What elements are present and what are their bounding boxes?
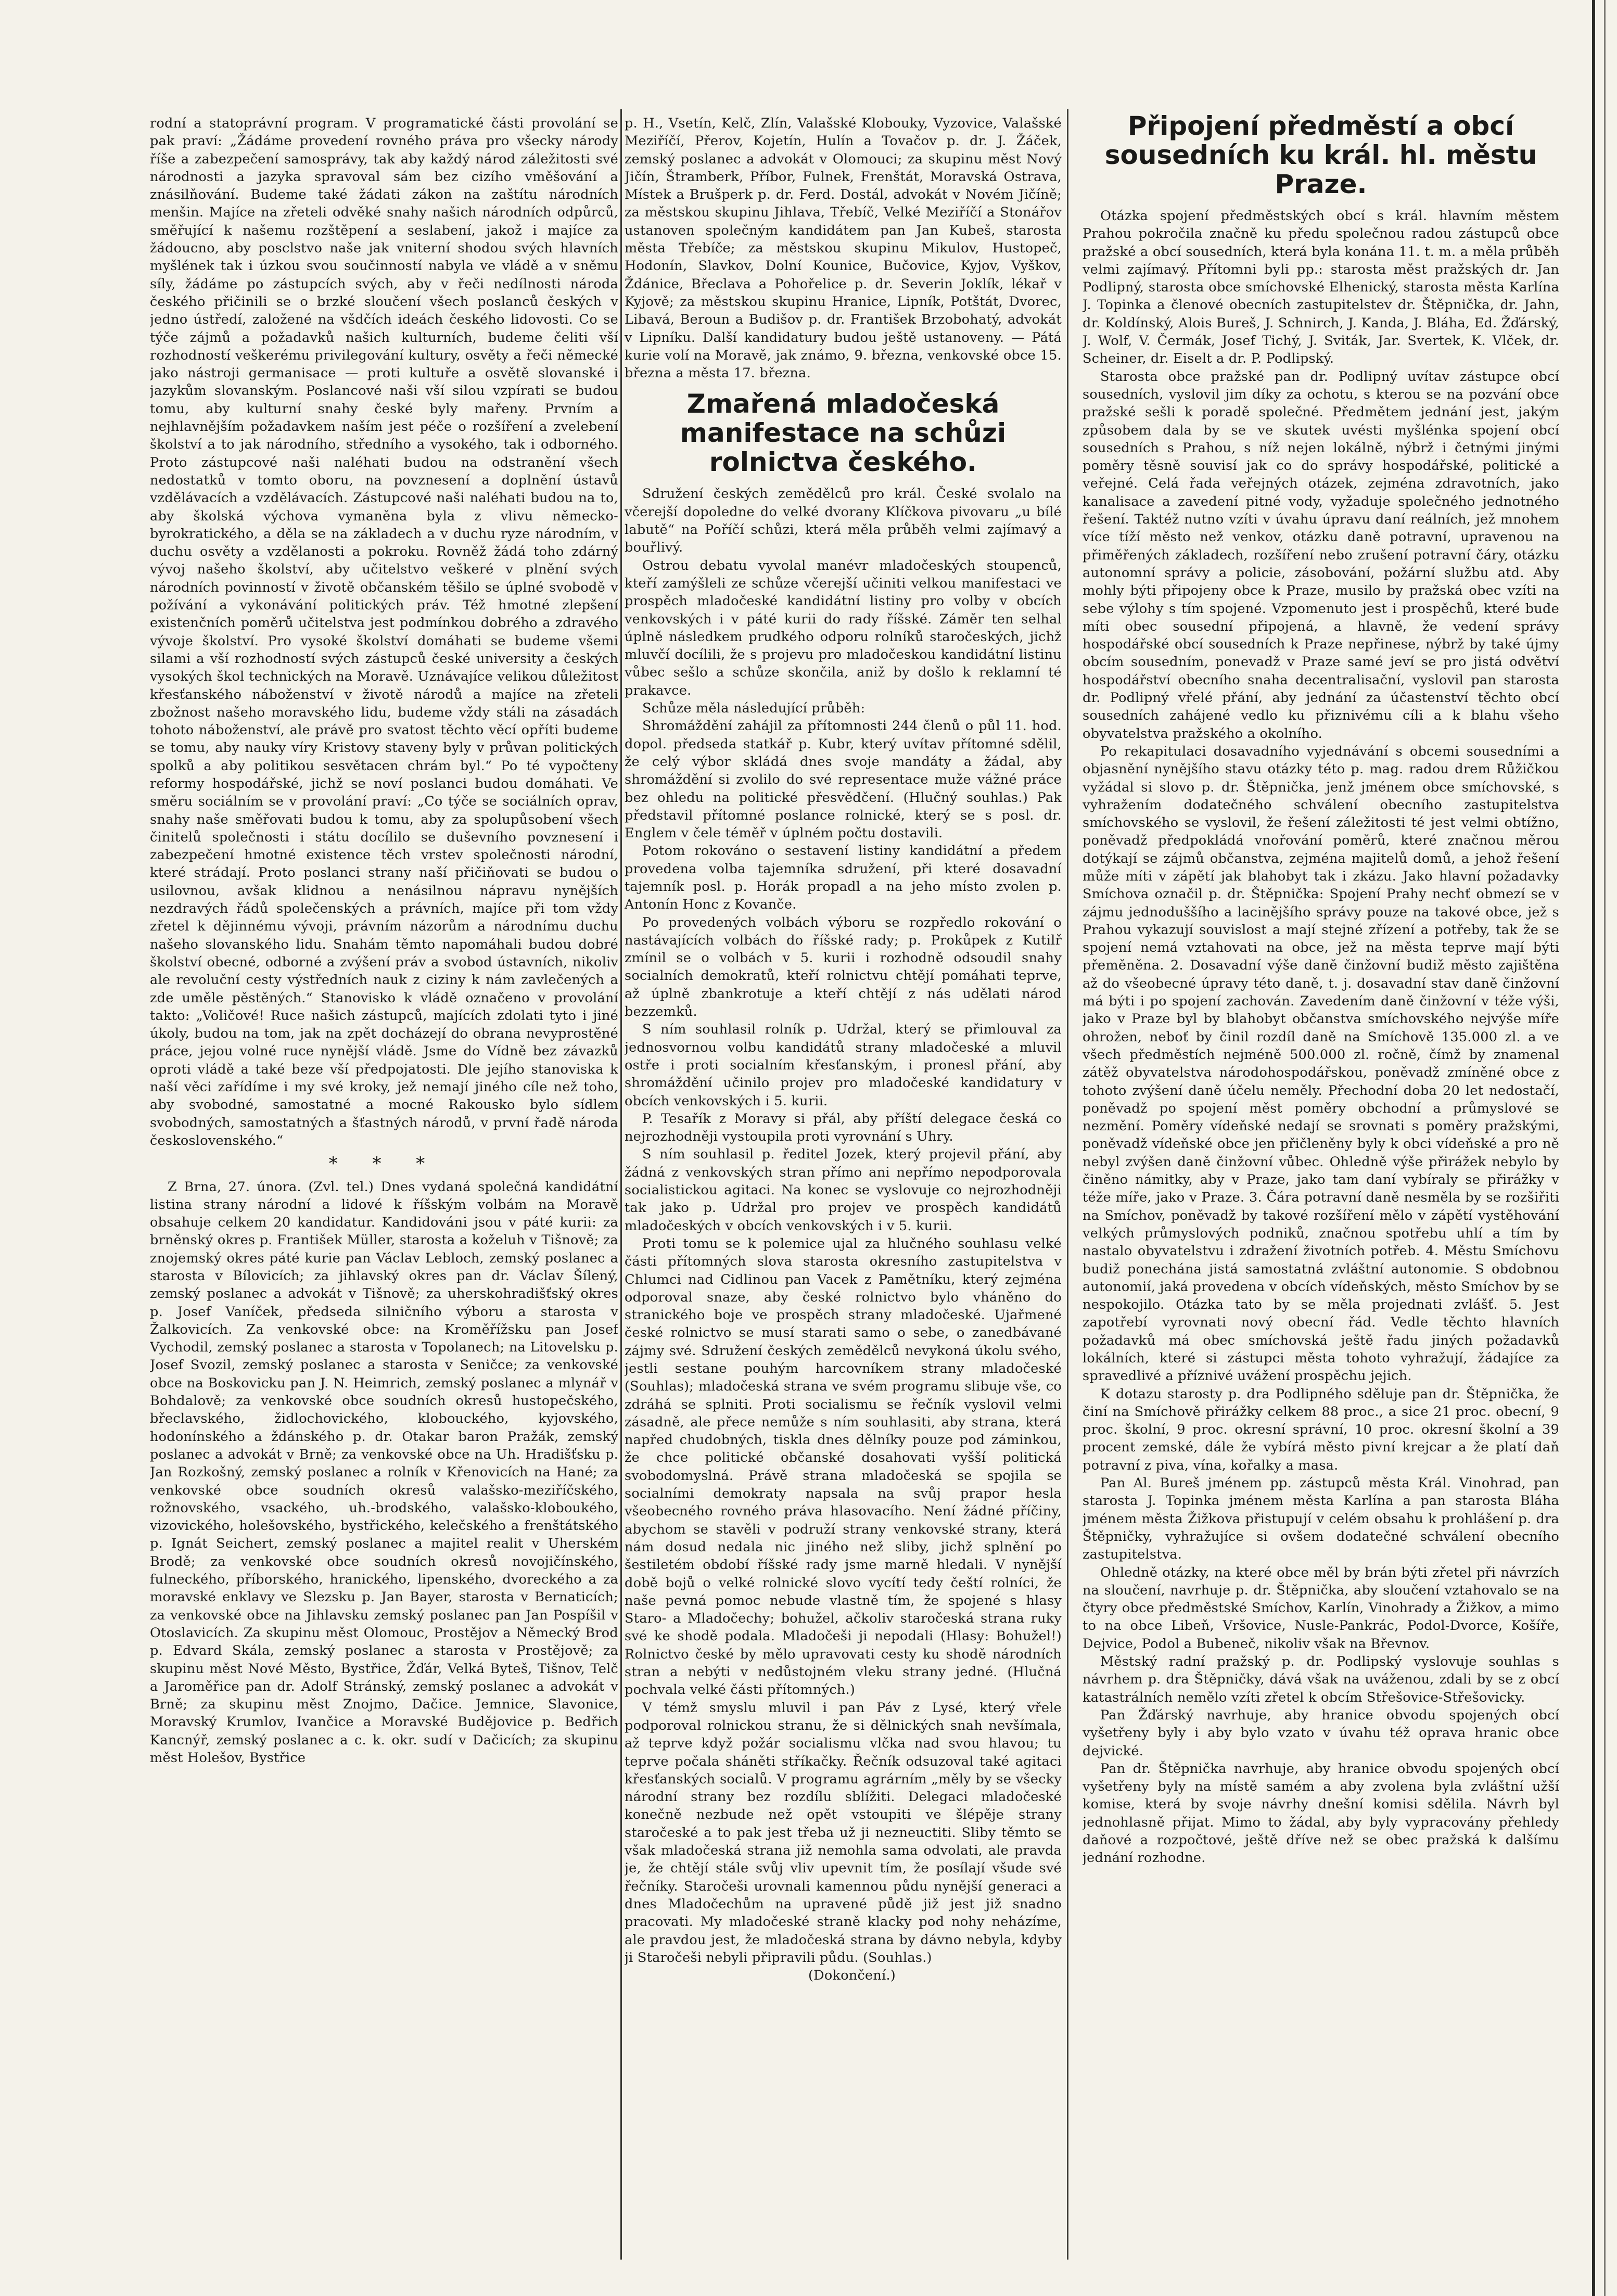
paragraph: Schůze měla následující průběh: xyxy=(642,700,865,717)
paragraph: Sdružení českých zemědělců pro král. České svolalo na včerejší dopoledne do velké dvorany Klíčkova pivovaru „u bílé labutě“ na Poříčí schůzi, která měla průběh velmi zajímavý a bouřlivý. xyxy=(625,486,1062,556)
brno-report: Z Brna, 27. února. (Zvl. tel.) Dnes vydaná společná kandidátní listina strany národní a lidové k říšským volbám na Moravě obsahuje celkem 20 kandidatur. Kandidováni jsou v páté kurii: za brněnský okres p. František Müller, starosta a koželuh v Tišnově; za znojemský okres páté kurie pan Václav Lebloch, zemský poslanec a starosta v Bílovicích; za jihlavský okres pan dr. Václav Šílený, zemský poslanec a advokát v Tišnově; za uherskohradišťský okres p. Josef Vaníček, předseda silničního výboru a starosta v Žalkovicích. Za venkovské obce: na Kroměřížsku pan Josef Vychodil, zemský poslanec a starosta v Topolanech; na Litovelsku p. Josef Svozil, zemský poslanec a starosta v Seničce; za venkovské obce na Boskovicku pan J. N. Heimrich, zemský poslanec a mlynář v Bohdalově; za venkovské obce soudních okresů hustopečského, břeclavského, židlochovického, klobouckého, kyjovského, hodonínského a ždánského p. dr. Otakar baron Pražák, zemský poslanec a advokát v Brně; za venkovské obce na Uh. Hradišťsku p. Jan Rozkošný, zemský poslanec a rolník v Křenovicích na Hané; za venkovské obce soudních okresů valašsko-meziříčského, rožnovského, vsackého, uh.-brodského, valašsko-kloboukého, vizovického, holešovského, bystřického, kelečského a frenštátského p. Ignát Seichert, zemský poslanec a majitel realit v Uherském Brodě; za venkovské obce soudních okresů novojičínského, fulneckého, příborského, hranického, lipenského, dvoreckého a za moravské enklavy ve Slezsku p. Jan Bayer, starosta v Bernaticích; za venkovské obce na Jihlavsku zemský poslanec pan Jan Pospíšil v Otoslavicích. Za skupinu měst Olomouc, Prostějov a Německý Brod p. Edvard Skála, zemský poslanec a starosta v Prostějově; za skupinu měst Nové Město, Bystřice, Žďár, Velká Byteš, Tišnov, Telč a Jaroměřice pan dr. Adolf Stránský, zemský poslanec a advokát v Brně; za skupinu měst Znojmo, Dačice. Jemnice, Slavonice, Moravský Krumlov, Ivančice a Moravské Budějovice p. Bedřich Kancnýř, zemský poslanec a c. k. okr. sudí v Dačicích; za skupinu měst Holešov, Bystřice xyxy=(150,1179,618,1766)
paragraph: Po provedených volbách výboru se rozpředlo rokování o nastávajících volbách do říšské rady; p. Prokůpek z Kutilř zmínil se o volbách v 5. kurii i rozhodně odsoudil snahy socialních demokratů, kteří rolnictvu chtějí pomáhati teprve, až úplně zbankrotuje a kteří chtějí z nás udělati národ bezzemků. xyxy=(625,914,1062,1020)
paragraph: Ostrou debatu vyvolal manévr mladočeských stoupenců, kteří zamýšleli ze schůze včerejší učiniti velkou manifestaci ve prospěch mladočeské kandidátní listiny pro volby v obcích venkovských i v páté kurii do rady říšské. Záměr ten selhal úplně následkem prudkého odporu rolníků staročeských, jichž mluvčí docílili, že s projevu pro mladočeskou kandidátní listinu vůbec sešlo a schůze skončila, aniž by došlo k reklamní té prakavce. xyxy=(625,557,1062,698)
headline: Zmařená mladočeská manifestace na schůzi rolnictva českého. xyxy=(680,389,1007,478)
section-separator: * * * xyxy=(328,1153,440,1175)
column-3 xyxy=(1083,114,1559,2265)
paragraph: S ním souhlasil p. ředitel Jozek, který projevil přání, aby žádná z venkovských stran přímo ani nepřímo nepodporovala socialistickou agitaci. Na konec se vyslovuje co nejrozhodněji tak jako p. Udržal pro projev ve prospěch kandidátů mladočeských v obcích venkovských i v 5. kurii. xyxy=(625,1146,1062,1234)
column-rule-2 xyxy=(1067,109,1068,2260)
scan-edge-right xyxy=(1592,0,1595,2296)
column-2 xyxy=(625,114,1062,2265)
paragraph: Otázka spojení předměstských obcí s král. hlavním městem Prahou pokročila značně ku předu společnou radou zástupců obce pražské a obcí sousedních, která byla konána 11. t. m. a měla průběh velmi zajímavý. Přítomni byli pp.: starosta měst pražských dr. Jan Podlipný, starosta obce smíchovské Elhenický, starosta města Karlína J. Topinka a členové obecních zastupitelstev dr. Štěpnička, dr. Jahn, dr. Koldínský, Alois Bureš, J. Schnirch, J. Kanda, J. Bláha, Ed. Žďárský, J. Wolf, V. Čermák, Josef Tichý, J. Sviták, Jar. Svertek, K. Vlček, dr. Scheiner, dr. Eiselt a dr. P. Podlipský. xyxy=(1083,208,1559,367)
paragraph: Proti tomu se k polemice ujal za hlučného souhlasu velké části přítomných slova starosta okresního zastupitelstva v Chlumci nad Cidlinou pan Vacek z Pamětníku, který zejména odporoval snaze, aby české rolnictvo bylo vháněno do stranického boje ve prospěch strany mladočeské. Ujařmené české rolnictvo se musí starati samo o sebe, o zanedbávané zájmy své. Sdružení českých zemědělců nevykoná úkolu svého, jestli sestane pouhým harcovníkem strany mladočeské (Souhlas); mladočeská strana ve svém programu slibuje vše, co zdráhá se splniti. Proti socialismu se řečník vyslovil velmi zásadně, ale přece nemůže s ním souhlasiti, aby strana, která napřed chudobných, tiskla dnes dělníky pouze pod záminkou, že chce politické občanské dosahovati vyšší politická svobodomyslná. Právě strana mladočeská se spojila se socialními demokraty napsala na svůj prapor hesla všeobecného rovného práva hlasovacího. Není žádné příčiny, abychom se stavěli v podruží strany venkovské strany, která nám dosud nedala nic jiného než sliby, jichž splnění po šestiletém období říšské rady jsme marně hledali. V nynější době bojů o velké rolnické slovo vycítí tedy čeští rolníci, že naše pevná pomoc nebude vlastně tím, že spojené s hlasy Staro- a Mladočechy; bohužel, ačkoliv staročeská strana ruky své ke shodě podala. Mladočeši ji nepodali (Hlasy: Bohužel!) Rolnictvo české by mělo upravovati cesty ku shodě národních stran a nebýti v nedůstojném vleku strany jedné. (Hlučná pochvala velké části přítomných.) xyxy=(625,1235,1062,1698)
headline: Připojení předměstí a obcí sousedních ku král. hl. městu Praze. xyxy=(1104,114,1537,199)
paragraph: S ním souhlasil rolník p. Udržal, který se přimlouval za jednosvornou volbu kandidátů strany mladočeské a mluvil ostře i proti socialním křesťanským, i pronesl přání, aby shromáždění učinilo projev pro mladočeské kandidatury v obcích venkovských i 5. kurii. xyxy=(625,1022,1062,1109)
paragraph: Ohledně otázky, na které obce měl by brán býti zřetel při návrzích na sloučení, navrhuje p. dr. Štěpnička, aby sloučení vztahovalo se na čtyry obce předměstské Smíchov, Karlín, Vinohrady a Žižkov, a mimo to na obce Libeň, Vršovice, Nusle-Pankrác, Podol-Dvorce, Košíře, Dejvice, Podol a Bubeneč, nikoliv však na Břevnov. xyxy=(1083,1564,1559,1652)
paragraph: Městský radní pražský p. dr. Podlipský vyslovuje souhlas s návrhem p. dra Štěpničky, dává však na uváženou, zdali by se z obcí katastrálních nemělo vzíti zřetel k obcím Střešovice-Střešovicky. xyxy=(1083,1654,1559,1705)
continued-note: (Dokončení.) xyxy=(808,1968,896,1984)
column-1 xyxy=(150,114,618,2265)
column-rule-1 xyxy=(620,109,622,2260)
paragraph: Shromáždění zahájil za přítomnosti 244 členů o půl 11. hod. dopol. předseda statkář p. Kubr, který uvítav přítomné sdělil, že celý výbor skládá dnes svoje mandáty a žádal, aby shromáždění si zvolilo do své representace muže vážné práce bez ohledu na politické přesvědčení. (Hlučný souhlas.) Pak představil přítomné poslance rolnické, který se s posl. dr. Englem v čele téměř v úplném počtu dostavili. xyxy=(625,718,1062,841)
paragraph: K dotazu starosty p. dra Podlipného sděluje pan dr. Štěpnička, že činí na Smíchově přirážky celkem 88 proc., a sice 21 proc. obecní, 9 proc. školní, 9 proc. okresní správní, 10 proc. okresní školní a 39 procent zemské, dále že vybírá město pivní krejcar a že platí daň potravní z piva, vína, kořalky a masa. xyxy=(1083,1386,1559,1473)
article-text: p. H., Vsetín, Kelč, Zlín, Valašské Klobouky, Vyzovice, Valašské Meziříčí, Přerov, Kojetín, Hulín a Tovačov p. dr. J. Žáček, zemský poslanec a advokát v Olomouci; za skupinu měst Nový Jičín, Štramberk, Příbor, Fulnek, Frenštát, Moravská Ostrava, Místek a Brušperk p. dr. Ferd. Dostál, advokát v Novém Jičíně; za městskou skupinu Jihlava, Třebíč, Velké Meziříčí a Stonářov ustanoven společným kandidátem pan Jan Kubeš, starosta města Třebíče; za městskou skupinu Mikulov, Hustopeč, Hodonín, Slavkov, Dolní Kounice, Bučovice, Kyjov, Vyškov, Ždánice, Břeclava a Pohořelice p. dr. Severin Joklík, lékař v Kyjově; za městskou skupinu Hranice, Lipník, Potštát, Dvorec, Libavá, Beroun a Budišov p. dr. František Brzobohatý, advokát v Lipníku. Další kandidatury budou ještě ustanoveny. — Pátá kurie volí na Moravě, jak známo, 9. března, venkovské obce 15. března a města 17. března. xyxy=(625,116,1062,381)
paragraph: V témž smyslu mluvil i pan Páv z Lysé, který vřele podporoval rolnickou stranu, že si dělnických snah nevšímala, až teprve když požár socialismu vlčka nad svou hlavou; tu teprve počala sháněti stříkačky. Řečník odsuzoval také agitaci křesťanských socialů. V programu agrárním „měly by se všecky národní strany bez rozdílu sblížiti. Delegaci mladočeské konečně nezbude než opět vstoupiti ve šlépěje strany staročeské a to pak jest třeba už ji nezneuctiti. Sliby těmto se však mladočeská strana již nemohla sama odvolati, ale pravda je, že chtějí stále svůj vliv upevnit tím, že posílají všude své řečníky. Staročeši urovnali kamennou půdu nynější generaci a dnes Mladočechům na upravené půdě již jest již snadno pracovati. My mladočeské straně klacky pod nohy neházíme, ale pravdou jest, že mladočeská strana by dávno nebyla, kdyby ji Staročeši nebyli připravili půdu. (Souhlas.) xyxy=(625,1700,1062,1966)
paragraph: Starosta obce pražské pan dr. Podlipný uvítav zástupce obcí sousedních, vyslovil jim díky za ochotu, s kterou se na pozvání obce pražské sešli k poradě společné. Předmětem jednání jest, jakým způsobem dala by se ve skutek uvésti myšlénka spojení obcí sousedních s Prahou, s níž nejen lokálně, nýbrž i četnými jinými poměry těsně souvisí jak co do správy hospodářské, politické a veřejné. Celá řada veřejných otázek, zejména zdravotních, jako kanalisace a zavedení pitné vody, vyžaduje společného jednotného řešení. Taktéž nutno vzíti v úvahu úpravu daní reálních, jež mnohem více tíží město než venkov, otázku daně potravní, upravenou na přiměřených základech, rozšíření nebo zrušení potravní čáry, otázku autonomní správy a policie, zásobování, požární službu atd. Aby mohly býti připojeny obce k Praze, musilo by pražská obec vzíti na sebe výlohy s tím spojené. Vzpomenuto jest i prospěchů, které bude míti obec sousední připojená, a hlavně, že vedení správy hospodářské obcí sousedních k Praze nepřinese, nýbrž by také újmy obcím sousedním, ponevadž v Praze samé jeví se pro jistá odvětví hospodářství obecního snaha decentralisační, vyslovil pan starosta dr. Podlipný vřelé přání, aby jednání za účastenství těchto obcí sousedních zahájené vedlo ku přiznivému cíli a k blahu všeho obyvatelstva pražského a okolního. xyxy=(1083,368,1559,742)
paragraph: Pan Al. Bureš jménem pp. zástupců města Král. Vinohrad, pan starosta J. Topinka jménem města Karlína a pan starosta Bláha jménem města Žižkova přistupují v celém obsahu k prohlášení p. dra Štěpničky, vyhražujíce si ovšem dodatečné schválení obecního zastupitelstva. xyxy=(1083,1475,1559,1563)
paragraph: Potom rokováno o sestavení listiny kandidátní a předem provedena volba tajemníka sdružení, při které dosavadní tajemník posl. p. Horák propadl a na jeho místo zvolen p. Antonín Honc z Kovanče. xyxy=(625,843,1062,913)
paragraph: Pan Žďárský navrhuje, aby hranice obvodu spojených obcí vyšetřeny byly i aby bylo vzato v úvahu též oprava hranic obce dejvické. xyxy=(1083,1707,1559,1759)
paragraph: Pan dr. Štěpnička navrhuje, aby hranice obvodu spojených obcí vyšetřeny byly na místě samém a aby zvolena byla zvláštní užší komise, která by svoje návrhy dnešní komisi sdělila. Návrh byl jednohlasně přijat. Mimo to žádal, aby byly vypracovány přehledy daňové a rozpočtové, ještě dříve než se obec pražská k dalšímu jednání rozhodne. xyxy=(1083,1761,1559,1866)
article-text: rodní a statoprávní program. V programatické části provolání se pak praví: „Žádáme provedení rovného práva pro všecky národy říše a zabezpečení samosprávy, tak aby každý národ záležitosti své národnosti a jazyka spravoval sám bez cizího vměšování a znásilňování. Budeme také žádati zákon na zaštítu národních menšin. Majíce na zřeteli odvěké snahy našich národních odpůrců, směřující k našemu rozštěpení a seslabení, jakož i majíce za žádoucno, aby posclstvo naše jak vniterní shodou svých hlavních myšlének tak i úzkou svou součinností nabyla ve vládě a v sněmu síly, žádáme po zástupcích svých, aby v řeči nedílnosti národa českého přičinili se o brzké sloučení všech poslanců českých v jedno ústředí, založené na všdčích ideách českého lidovosti. Co se týče zájmů a požadavků našich kulturních, budeme čeliti vší rozhodností veškerému privilegování kultury, osvěty a řeči německé jako nástroji germanisace — proti kultuře a osvětě slovanské i jazykům slovanským. Poslancové naši vší silou vzpírati se budou tomu, aby kulturní snahy české byly mařeny. Prvním a nejhlavnějším požadavkem naším jest péče o rozšíření a zvelebení školství a to jak národního, středního a vysokého, tak i odborného. Proto zástupcové naši naléhati budou na odstranění všech nedostatků v tomto oboru, na povznesení a doplnění ústavů vzdělávacích a vzdělávacích. Zástupcové naši naléhati budou na to, aby školská výchova vymaněna byla z vlivu německo-byrokratického, a děla se na základech a v duchu ryze národním, v duchu osvěty a vzdělanosti a pokroku. Rovněž žádá toho zdárný vývoj našeho školství, aby učitelstvo veškeré v plnění svých národních povinností v životě občanském těšilo se úplné svobodě v požívání a vykonávání politických práv. Též hmotné zlepšení existenčních poměrů učitelstva jest podmínkou dobrého a zdravého vývoje školství. Pro vysoké školství domáhati se budeme všemi silami a vší rozhodností svých zástupců české university a českých vysokých škol technických na Moravě. Uznávajíce velikou důležitost křesťanského náboženství v životě národů a majíce na zřeteli zbožnost našeho moravského lidu, budeme vždy stáli na zásadách tohoto náboženství, ale právě pro svatost těchto věcí opříti budeme se tomu, aby nauky víry Kristovy staveny byly v průvan politických spolků a aby politikou sesvětacen chrám byl.“ Po té vypočteny reformy hospodářské, jichž se noví poslanci budou domáhati. Ve směru sociálním se v provolání praví: „Co týče se sociálních oprav, snahy naše směřovati budou k tomu, aby za spolupůsobení všech činitelů společnosti i státu docílilo se duševního povznesení i zabezpečení hmotné existence těch vrstev společnosti národní, které strádají. Proto poslanci strany naší přičiňovati se budou o usilovnou, avšak klidnou a nenásilnou nápravu nynějších nezdravých řádů společenských a právních, majíce při tom vždy zřetel k dějinnému vývoji, právním názorům a národnímu duchu našeho slovanského lidu. Snahám těmto napomáhali budou dobré školství obecné, odborné a zvýšení práv a svobod ústavních, nikoliv ale revoluční cesty výstředních nauk z ciziny k nám zavlečených a zde uměle pěstěných.“ Stanovisko k vládě označeno v provolání takto: „Voličové! Ruce našich zástupců, majících zdolati tyto i jiné úkoly, budou na tom, jak na zpět docházejí do obrana nevyprostěné práce, jejou volné ruce nynější vládě. Jsme do Vídně bez závazků oproti vládě a také beze vší předpojatosti. Dle jejího stanoviska k naší věci zařídíme i my své kroky, jež nemají jiného cíle než toho, aby svobodné, samostatné a mocné Rakousko bylo sídlem svobodných, samostatných a šťastných národů, v první řadě národa československého.“ xyxy=(150,116,618,1149)
scan-edge-right-outer xyxy=(1604,0,1606,2296)
paragraph: Po rekapitulaci dosavadního vyjednávání s obcemi sousedními a objasnění nynějšího stavu otázky této p. mag. radou drem Růžičkou vyžádal si slovo p. dr. Štěpnička, jenž jménem obce smíchovské, s vyhražením dodatečného schválení obecního zastupitelstva smíchovského se vyslovil, že řešení záležitosti té jest velmi obtížno, poněvadž předpokládá vnořování poměrů, které značnou měrou dotýkají se zájmů občanstva, zejména majitelů domů, a jehož řešení může míti v zápětí jak blahobyt tak i zkázu. Jako hlavní požadavky Smíchova označil p. dr. Štěpnička: Spojení Prahy nechť obmezí se v zájmu jednoduššího a lacinějšího správy pouze na takové obce, jež s Prahou vykazují souvislost a mají stejné zřízení a potřeby, tak že se spojení nemá vztahovati na obce, jež na města teprve mají býti přeměněna. 2. Dosavadní výše daně činžovní budiž město zajištěna až do všeobecné úpravy této daně, t. j. dosavadní stav daně činžovní má býti i po spojení zachován. Zavedením daně činžovní v téže výši, jako v Praze byl by blahobyt občanstva smíchovského nejvýše míře ohrožen, neboť by činil rozdíl daně na Smíchově 135.000 zl. a ve všech předměstích nejméně 500.000 zl. ročně, čímž by znamenal zátěž obyvatelstva národohospodářskou, poněvadž zmíněné obce z tohoto zvýšení daně účelu neměly. Přechodní doba 20 let nedostačí, poněvadž po spojení měst poměry obchodní a průmyslové se nezmění. Poměry vídeňské nedají se srovnati s poměry pražskými, poněvadž vídeňské obce jen přičleněny byly k obci vídeňské a pro ně nebyl zvýšen daně činžovní vůbec. Ohledně výše přirážek nebylo by činěno námitky, aby v Praze, jako tam daní vybíraly se přirážky v téže míře, jako v Praze. 3. Čára potravní daně nesměla by se rozšiřiti na Smíchov, poněvadž by takové rozšíření mělo v zápětí vystěhování velkých průmyslových podniků, značnou spotřebu uhlí a tím by nastalo obyvatelstvu i zdražení životních potřeb. 4. Městu Smíchovu budiž ponechána jistá samostatná zvláštní autonomie. S obdobnou autonomií, jaká provedena v obcích vídeňských, město Smíchov by se nespokojilo. Otázka tato by se měla projednati zvlášť. 5. Jest zapotřebí vyrovnati nový obecní řád. Vedle těchto hlavních požadavků má obec smíchovská ještě řadu jiných požadavků lokálních, které si zástupci města tohoto vyhražují, žádajíce za spravedlivé a příznivé uvážení prospěchu jejich. xyxy=(1083,743,1559,1384)
paragraph: P. Tesařík z Moravy si přál, aby příští delegace česká co nejrozhodněji vystoupila proti vyrovnání s Uhry. xyxy=(625,1111,1062,1145)
